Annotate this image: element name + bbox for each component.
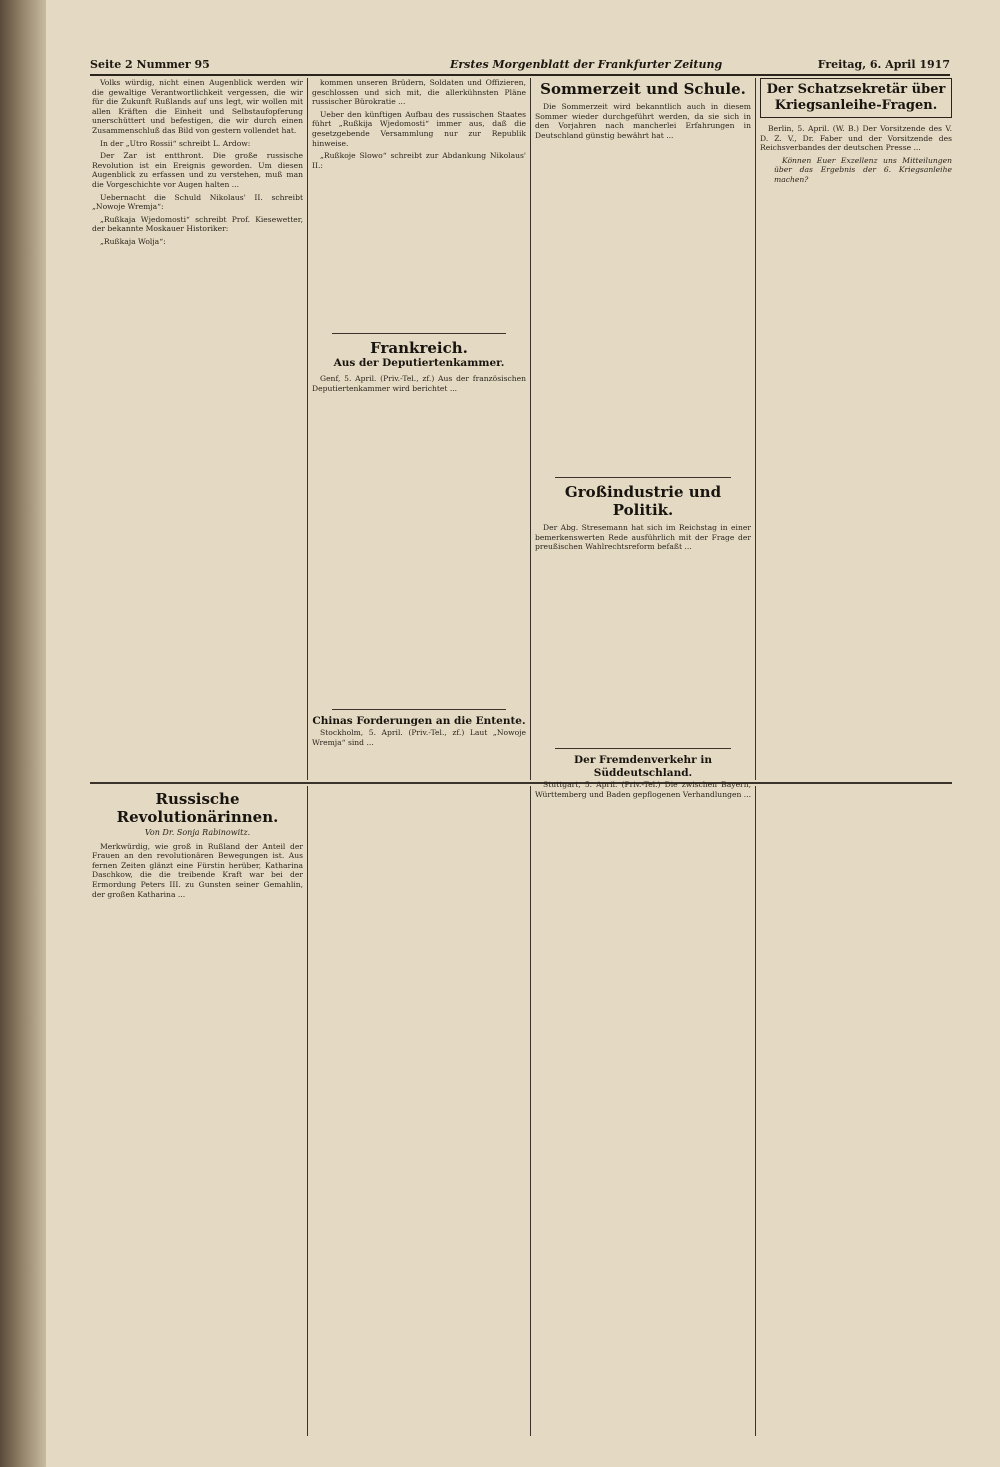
column-3-upper <box>535 78 751 799</box>
column-rule <box>755 786 756 1436</box>
page-header <box>90 56 950 76</box>
column-rule <box>530 786 531 1436</box>
article-paragraph: „Rußkaja Wjedomosti“ schreibt Prof. Kiesewetter, der bekannte Moskauer Historiker: <box>92 214 303 234</box>
article-paragraph: Uebernacht die Schuld Nikolaus' II. schreibt „Nowoje Wremja“: <box>92 192 303 212</box>
column-rule <box>755 78 756 780</box>
article-paragraph: „Rußkaja Wolja“: <box>100 236 166 246</box>
article-paragraph: Der Abg. Stresemann hat sich im Reichstag in einer bemerkenswerten Rede ausführlich mit der Frage der preußischen Wahlrechtsreform befaßt ... <box>535 523 751 552</box>
article-paragraph: Volks würdig, nicht einen Augenblick werden wir die gewaltige Verantwortlichkeit vergessen, die wir für die Zukunft Rußlands auf uns legt, wir wollen mit allen Kräften die Einheit und Selbstaufopferung unerschüttert und befestigen, die wir durch einen Zusammenschluß das Bild von gestern vollendet hat. <box>92 78 303 135</box>
article-headline: Frankreich. <box>370 339 468 357</box>
column-1-lower <box>92 790 303 1430</box>
article-byline: Von Dr. Sonja Rabinowitz. <box>144 828 251 837</box>
book-binding <box>0 0 46 1467</box>
page-number-label: Seite 2 Nummer 95 <box>90 58 210 71</box>
section-divider <box>90 782 952 784</box>
column-1-upper <box>92 78 303 778</box>
issue-date: Freitag, 6. April 1917 <box>817 58 950 71</box>
article-paragraph: Genf, 5. April. (Priv.-Tel., zf.) Aus der französischen Deputiertenkammer wird berichtet ... <box>312 374 526 393</box>
article-paragraph: Ueber den künftigen Aufbau des russischen Staates führt „Rußkija Wjedomosti“ immer aus, daß die gesetzgebende Versammlung nur zur Republik hinweise. <box>312 109 526 148</box>
article-paragraph: In der „Utro Rossii“ schreibt L. Ardow: <box>100 138 251 148</box>
article-paragraph: Stockholm, 5. April. (Priv.-Tel., zf.) Laut „Nowoje Wremja“ sind ... <box>312 728 526 747</box>
article-paragraph: Stuttgart, 5. April. (Priv.-Tel.) Die zwischen Bayern, Württemberg und Baden gepflogenen Verhandlungen ... <box>535 780 751 799</box>
article-headline: Sommerzeit und Schule. <box>540 80 746 98</box>
article-subheadline: Aus der Deputiertenkammer. <box>333 357 505 369</box>
headline-box <box>760 78 952 118</box>
article-headline: Chinas Forderungen an die Entente. <box>312 715 526 727</box>
paper-name: Erstes Morgenblatt der Frankfurter Zeitung <box>450 58 723 71</box>
article-paragraph: „Rußkoje Slowo“ schreibt zur Abdankung Nikolaus' II.: <box>312 151 526 170</box>
article-headline: Der Fremdenverkehr in Süddeutschland. <box>574 754 712 779</box>
article-paragraph: Die Sommerzeit wird bekanntlich auch in diesem Sommer wieder durchgeführt werden, da sie sich in den Vorjahren nach mancherlei Erfahrungen in Deutschland günstig bewährt hat ... <box>535 102 751 140</box>
article-paragraph: Berlin, 5. April. (W. B.) Der Vorsitzende des V. D. Z. V., Dr. Faber und der Vorsitzende des Reichsverbandes der deutschen Presse ... <box>760 124 952 153</box>
article-paragraph: Der Zar ist entthront. Die große russische Revolution ist ein Ereignis geworden. Um diesen Augenblick zu erfassen und zu verstehen, muß man die Vorgeschichte vor Augen halten ... <box>92 151 303 189</box>
article-paragraph: kommen unseren Brüdern, Soldaten und Offizieren, geschlossen und sich mit, die allerkühnsten Pläne russischer Bürokratie ... <box>312 78 526 107</box>
column-rule <box>530 78 531 780</box>
article-paragraph: Merkwürdig, wie groß in Rußland der Anteil der Frauen an den revolutionären Bewegungen ist. Aus fernen Zeiten glänzt eine Fürstin herüber, Katharina Daschkow, die die treibende Kraft war bei der Ermordung Peters III. zu Gunsten seiner Gemahlin, der großen Katharina ... <box>92 841 303 899</box>
article-headline: Der Schatzsekretär über Kriegsanleihe-Fragen. <box>766 82 946 113</box>
article-headline: Russische Revolutionärinnen. <box>116 790 279 826</box>
article-quote: Können Euer Exzellenz uns Mitteilungen über das Ergebnis der 6. Kriegsanleihe machen? <box>774 155 952 184</box>
column-2-upper <box>312 78 526 778</box>
column-rule <box>307 786 308 1436</box>
column-4-upper <box>760 78 952 778</box>
article-headline: Großindustrie und Politik. <box>564 483 722 519</box>
column-rule <box>307 78 308 780</box>
